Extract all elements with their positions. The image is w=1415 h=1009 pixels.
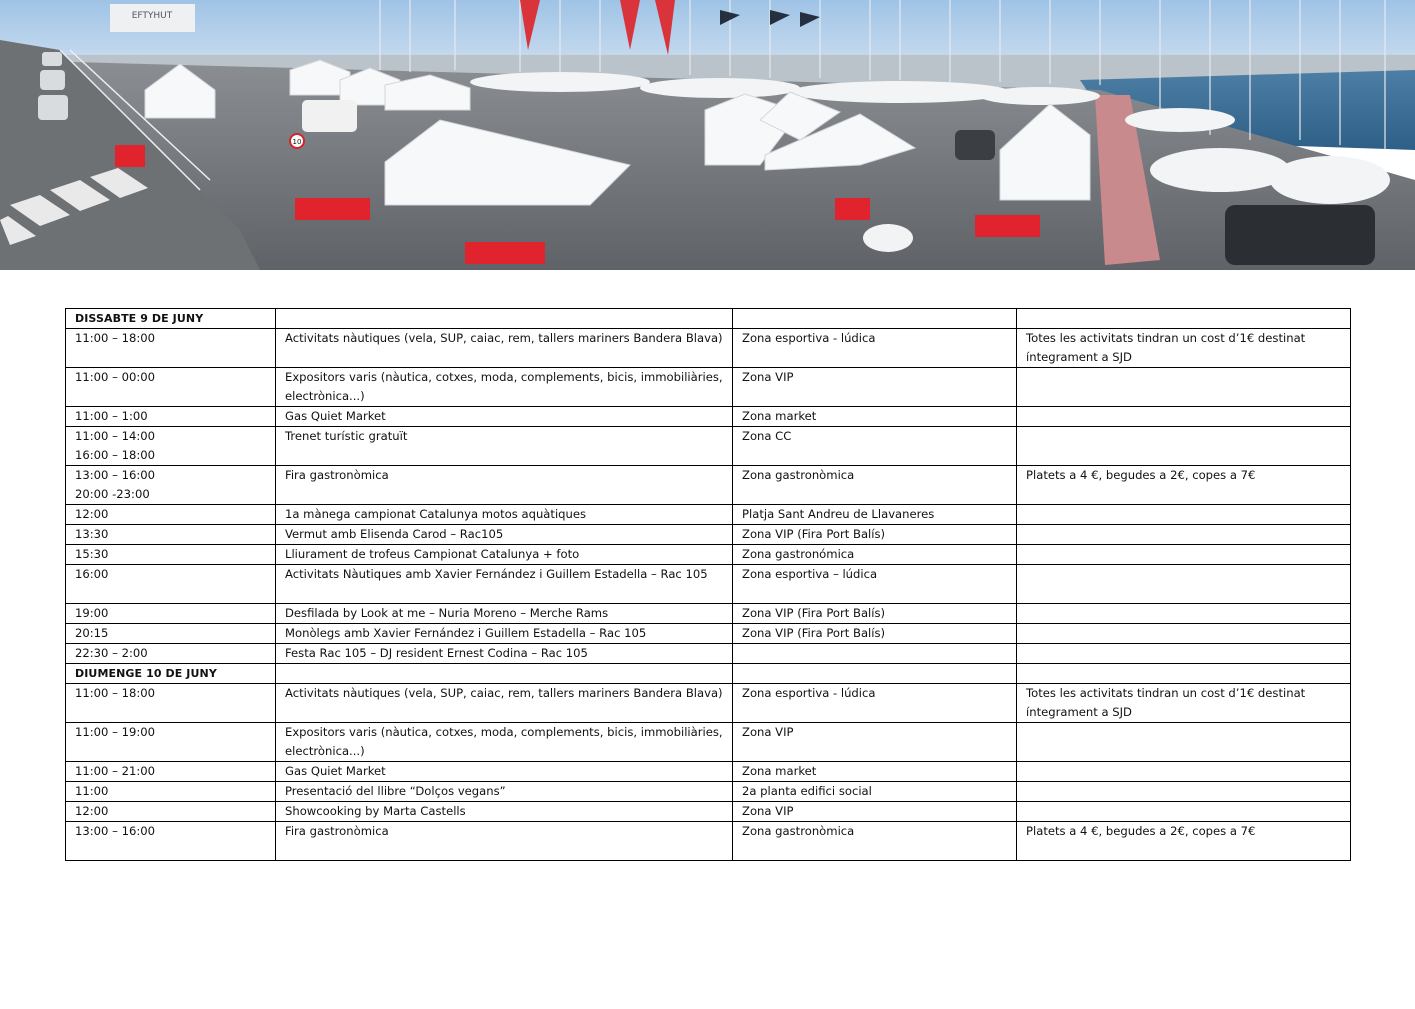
- time-cell: 11:00 – 00:00: [66, 368, 276, 407]
- activity-cell: 1a mànega campionat Catalunya motos aquàtiques: [276, 505, 733, 525]
- table-row: [66, 525, 1351, 545]
- activity-cell: Fira gastronòmica: [276, 822, 733, 861]
- table-row: [66, 545, 1351, 565]
- time-cell: 12:00: [66, 505, 276, 525]
- zone-cell: Zona VIP (Fira Port Balís): [733, 624, 1017, 644]
- schedule-table: [65, 308, 1351, 861]
- note-cell: [1017, 545, 1351, 565]
- activity-cell: Presentació del llibre “Dolços vegans”: [276, 782, 733, 802]
- activity-cell: Gas Quiet Market: [276, 762, 733, 782]
- note-cell: [1017, 525, 1351, 545]
- activity-cell: Activitats nàutiques (vela, SUP, caiac, rem, tallers mariners Bandera Blava): [276, 329, 733, 368]
- note-cell: [1017, 723, 1351, 762]
- time-cell: 11:00 – 18:00: [66, 684, 276, 723]
- note-cell: [1017, 762, 1351, 782]
- activity-cell: Expositors varis (nàutica, cotxes, moda, complements, bicis, immobiliàries, electrònica...): [276, 368, 733, 407]
- zone-cell: Zona market: [733, 762, 1017, 782]
- time-cell: 11:00: [66, 782, 276, 802]
- activity-cell: Lliurament de trofeus Campionat Catalunya + foto: [276, 545, 733, 565]
- schedule-body: [66, 309, 1351, 861]
- time-cell: 20:15: [66, 624, 276, 644]
- table-row: [66, 565, 1351, 604]
- table-row: [66, 624, 1351, 644]
- note-cell: [1017, 604, 1351, 624]
- activity-cell: Festa Rac 105 – DJ resident Ernest Codina – Rac 105: [276, 644, 733, 664]
- time-cell: 15:30: [66, 545, 276, 565]
- zone-cell: Zona esportiva - lúdica: [733, 329, 1017, 368]
- note-cell: [1017, 407, 1351, 427]
- activity-cell: Desfilada by Look at me – Nuria Moreno – Merche Rams: [276, 604, 733, 624]
- table-row: [66, 822, 1351, 861]
- zone-cell: Zona esportiva – lúdica: [733, 565, 1017, 604]
- table-row: [66, 368, 1351, 407]
- zone-cell: [733, 644, 1017, 664]
- zone-cell: Zona gastronòmica: [733, 466, 1017, 505]
- table-row: [66, 505, 1351, 525]
- day-header-row: [66, 664, 1351, 684]
- table-row: [66, 684, 1351, 723]
- table-row: [66, 407, 1351, 427]
- time-cell: 11:00 – 19:00: [66, 723, 276, 762]
- activity-cell: Activitats Nàutiques amb Xavier Fernández i Guillem Estadella – Rac 105: [276, 565, 733, 604]
- table-row: [66, 466, 1351, 505]
- note-cell: [1017, 624, 1351, 644]
- note-cell: Totes les activitats tindran un cost d’1€ destinat íntegrament a SJD: [1017, 684, 1351, 723]
- harbour-panorama-image: [0, 0, 1415, 270]
- time-cell: 11:00 – 21:00: [66, 762, 276, 782]
- note-cell: [1017, 644, 1351, 664]
- activity-cell: Trenet turístic gratuït: [276, 427, 733, 466]
- zone-cell: Zona CC: [733, 427, 1017, 466]
- banner-sign-text: EFTYHUT: [131, 11, 173, 21]
- note-cell: [1017, 427, 1351, 466]
- zone-cell: Zona esportiva - lúdica: [733, 684, 1017, 723]
- time-cell: 19:00: [66, 604, 276, 624]
- time-cell: 11:00 – 18:00: [66, 329, 276, 368]
- table-row: [66, 723, 1351, 762]
- note-cell: Platets a 4 €, begudes a 2€, copes a 7€: [1017, 466, 1351, 505]
- day-label: DIUMENGE 10 DE JUNY: [66, 664, 276, 684]
- table-row: [66, 782, 1351, 802]
- table-row: [66, 604, 1351, 624]
- table-row: [66, 762, 1351, 782]
- time-cell: 22:30 – 2:00: [66, 644, 276, 664]
- activity-cell: Gas Quiet Market: [276, 407, 733, 427]
- time-cell: 11:00 – 1:00: [66, 407, 276, 427]
- time-cell: 16:00: [66, 565, 276, 604]
- zone-cell: Zona market: [733, 407, 1017, 427]
- activity-cell: Monòlegs amb Xavier Fernández i Guillem Estadella – Rac 105: [276, 624, 733, 644]
- table-row: [66, 644, 1351, 664]
- note-cell: [1017, 782, 1351, 802]
- note-cell: [1017, 505, 1351, 525]
- day-header-row: [66, 309, 1351, 329]
- activity-cell: Activitats nàutiques (vela, SUP, caiac, rem, tallers mariners Bandera Blava): [276, 684, 733, 723]
- activity-cell: Expositors varis (nàutica, cotxes, moda, complements, bicis, immobiliàries, electrònica...): [276, 723, 733, 762]
- table-row: [66, 802, 1351, 822]
- zone-cell: Zona VIP: [733, 723, 1017, 762]
- time-cell: 13:00 – 16:00: [66, 822, 276, 861]
- zone-cell: Zona gastronómica: [733, 545, 1017, 565]
- note-cell: [1017, 368, 1351, 407]
- note-cell: Totes les activitats tindran un cost d’1€ destinat íntegrament a SJD: [1017, 329, 1351, 368]
- zone-cell: Platja Sant Andreu de Llavaneres: [733, 505, 1017, 525]
- time-cell: 13:30: [66, 525, 276, 545]
- table-row: [66, 329, 1351, 368]
- zone-cell: Zona gastronòmica: [733, 822, 1017, 861]
- zone-cell: Zona VIP (Fira Port Balís): [733, 604, 1017, 624]
- time-cell: [66, 427, 276, 466]
- note-cell: [1017, 802, 1351, 822]
- speed-sign-text: 10: [292, 138, 302, 146]
- time-cell: [66, 466, 276, 505]
- activity-cell: Fira gastronòmica: [276, 466, 733, 505]
- port-banner-photo: [0, 0, 1415, 270]
- table-row: [66, 427, 1351, 466]
- zone-cell: Zona VIP: [733, 802, 1017, 822]
- activity-cell: Vermut amb Elisenda Carod – Rac105: [276, 525, 733, 545]
- time-cell: 12:00: [66, 802, 276, 822]
- note-cell: [1017, 565, 1351, 604]
- note-cell: Platets a 4 €, begudes a 2€, copes a 7€: [1017, 822, 1351, 861]
- zone-cell: Zona VIP (Fira Port Balís): [733, 525, 1017, 545]
- time-text: 11:00 – 14:00 16:00 – 18:00: [75, 429, 155, 462]
- zone-cell: Zona VIP: [733, 368, 1017, 407]
- day-label: DISSABTE 9 DE JUNY: [66, 309, 276, 329]
- time-text: 13:00 – 16:00 20:00 -23:00: [75, 468, 155, 501]
- zone-cell: 2a planta edifici social: [733, 782, 1017, 802]
- activity-cell: Showcooking by Marta Castells: [276, 802, 733, 822]
